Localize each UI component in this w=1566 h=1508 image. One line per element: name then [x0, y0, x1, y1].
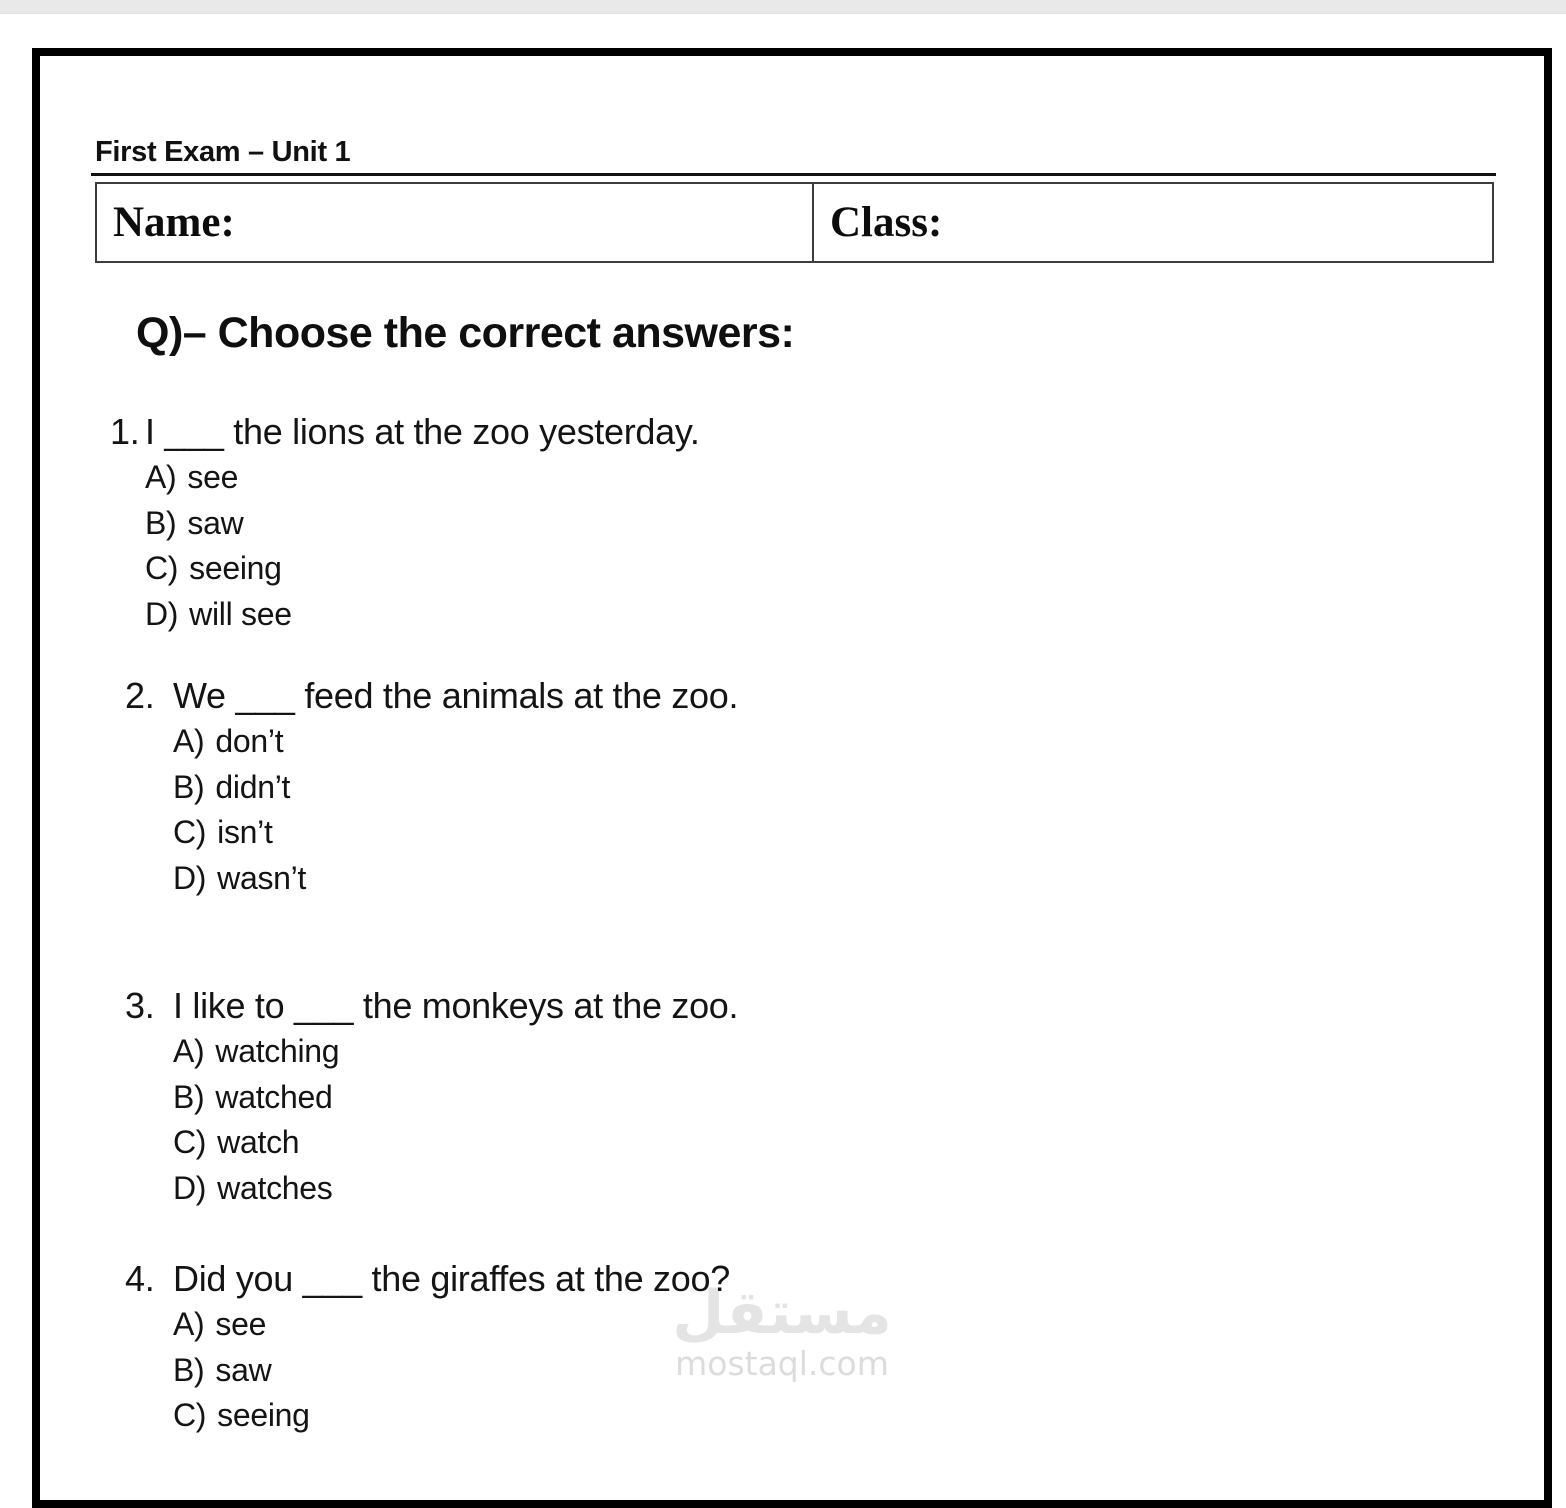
class-cell[interactable]	[813, 183, 1493, 262]
option-text: watch	[217, 1124, 300, 1160]
question-4-options	[173, 1302, 730, 1439]
question-2	[125, 673, 738, 901]
question-4-line	[125, 1256, 730, 1302]
table-row	[96, 183, 1493, 262]
option-text: see	[215, 1306, 267, 1342]
option-row	[173, 1120, 738, 1166]
question-number: 2.	[125, 675, 155, 716]
option-label: D)	[173, 1169, 207, 1206]
question-1-options	[145, 455, 700, 637]
name-class-table	[95, 182, 1494, 263]
question-3-line	[125, 983, 738, 1029]
option-label: B)	[173, 1351, 205, 1388]
option-label: A)	[173, 1033, 205, 1069]
option-row	[173, 1166, 738, 1212]
watermark-site-name: mostaql.com	[675, 1344, 889, 1383]
option-label: A)	[145, 459, 177, 495]
window-top-bar	[0, 0, 1566, 14]
option-text: watched	[215, 1078, 333, 1115]
question-2-options	[173, 719, 738, 901]
option-label: D)	[145, 595, 179, 632]
option-text: wasn’t	[217, 859, 307, 896]
class-label: Class:	[830, 199, 943, 246]
option-row	[145, 455, 700, 501]
option-text: watching	[215, 1033, 340, 1069]
option-row	[173, 1393, 730, 1439]
question-text: I like to ___ the monkeys at the zoo.	[173, 985, 739, 1026]
name-label: Name:	[113, 199, 235, 246]
option-text: see	[187, 459, 239, 495]
option-text: seeing	[217, 1397, 310, 1433]
question-text: We ___ feed the animals at the zoo.	[173, 675, 739, 716]
option-row	[145, 501, 700, 547]
option-row	[145, 592, 700, 638]
question-text: Did you ___ the giraffes at the zoo?	[173, 1258, 730, 1299]
question-3	[125, 983, 738, 1211]
question-1-line	[110, 409, 700, 455]
option-label: B)	[145, 504, 177, 541]
question-number: 1.	[110, 411, 140, 452]
option-text: will see	[189, 595, 292, 632]
title-underline	[91, 173, 1496, 176]
option-text: isn’t	[217, 814, 273, 850]
option-row	[173, 765, 738, 811]
option-row	[173, 1029, 738, 1075]
option-text: seeing	[189, 550, 282, 586]
option-text: don’t	[215, 723, 284, 759]
question-number: 4.	[125, 1258, 155, 1299]
exam-title: First Exam – Unit 1	[95, 136, 351, 168]
option-text: watches	[217, 1169, 333, 1206]
option-text: saw	[187, 504, 244, 541]
option-row	[173, 719, 738, 765]
option-label: C)	[145, 550, 179, 586]
watermark-arabic-logo: مستقل	[672, 1278, 892, 1348]
question-2-line	[125, 673, 738, 719]
question-text: I ___ the lions at the zoo yesterday.	[145, 411, 700, 452]
option-row	[173, 856, 738, 902]
question-number: 3.	[125, 985, 155, 1026]
question-3-options	[173, 1029, 738, 1211]
option-label: A)	[173, 723, 205, 759]
option-label: C)	[173, 814, 207, 850]
question-4	[125, 1256, 730, 1439]
option-label: C)	[173, 1397, 207, 1433]
option-row	[173, 1075, 738, 1121]
option-text: saw	[215, 1351, 272, 1388]
name-cell[interactable]	[96, 183, 813, 262]
question-1	[110, 409, 700, 637]
option-label: B)	[173, 768, 205, 805]
option-label: D)	[173, 859, 207, 896]
section-heading: Q)– Choose the correct answers:	[136, 309, 795, 357]
option-label: B)	[173, 1078, 205, 1115]
option-row	[173, 1348, 730, 1394]
option-label: C)	[173, 1124, 207, 1160]
option-row	[145, 546, 700, 592]
option-text: didn’t	[215, 768, 291, 805]
option-label: A)	[173, 1306, 205, 1342]
option-row	[173, 1302, 730, 1348]
option-row	[173, 810, 738, 856]
